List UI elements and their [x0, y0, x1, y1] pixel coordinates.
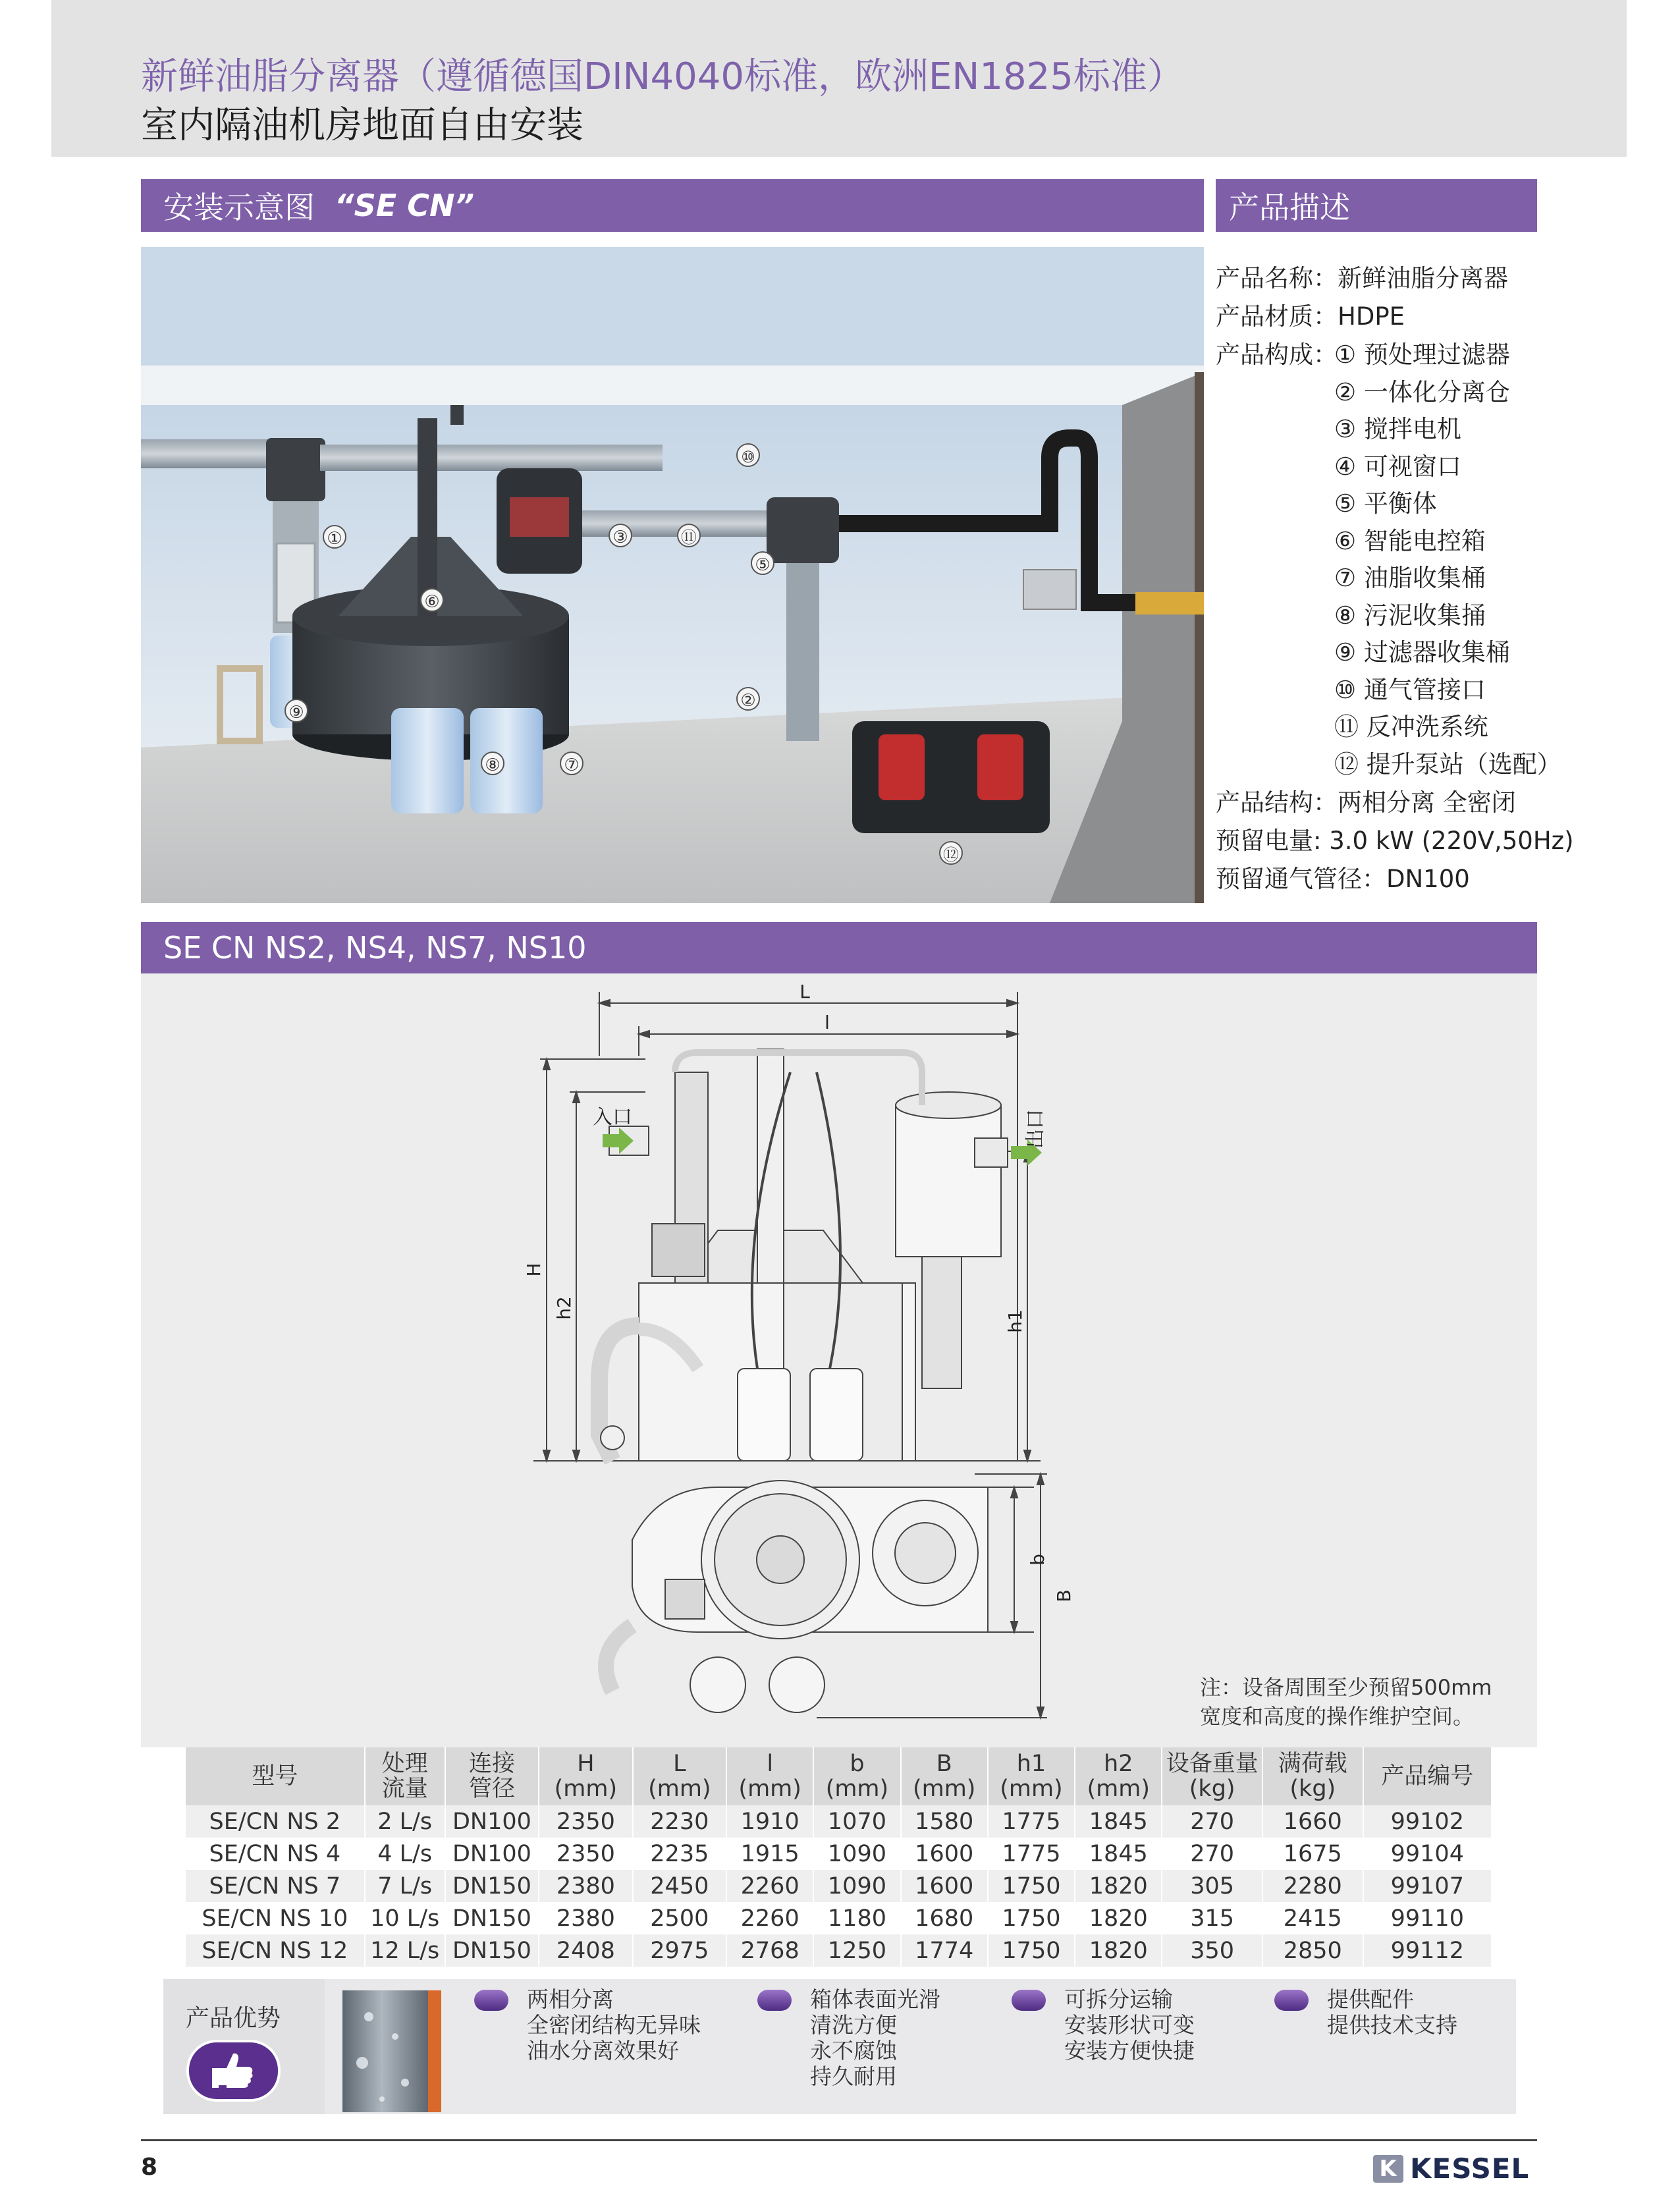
table-row: [186, 1934, 1492, 1967]
svg-text:⑦: ⑦: [564, 755, 580, 775]
table-cell: 1845: [1075, 1838, 1162, 1870]
outlet-label: 出口: [1024, 1109, 1047, 1149]
inlet-label: 入口: [593, 1106, 632, 1129]
install-section-header: [141, 179, 1204, 232]
advantage-item: 清洗方便: [810, 2012, 897, 2038]
table-cell: 7 L/s: [365, 1870, 445, 1902]
component-item: ⑨ 过滤器收集桶: [1334, 638, 1510, 667]
spec-header-cell: 处理 流量: [365, 1747, 445, 1805]
table-cell: 1774: [901, 1934, 988, 1967]
photo-label-3: [609, 524, 632, 547]
dim-b-label: b: [1027, 1554, 1048, 1566]
table-cell: 2 L/s: [365, 1805, 445, 1838]
dim-H-label: H: [523, 1263, 545, 1277]
photo-label-6: [421, 589, 443, 612]
table-cell: 2235: [633, 1838, 726, 1870]
bullet-pill-icon: [1012, 1990, 1046, 2011]
page-number: 8: [141, 2154, 158, 2181]
svg-text:⑫: ⑫: [943, 846, 959, 864]
photo-label-11: [678, 524, 700, 547]
photo-label-7: [560, 752, 583, 775]
model-section-header: [141, 922, 1537, 973]
svg-text:⑧: ⑧: [485, 755, 501, 775]
table-cell: SE/CN NS 12: [186, 1934, 365, 1967]
table-cell: 2280: [1262, 1870, 1363, 1902]
table-cell: 1910: [726, 1805, 813, 1838]
advantage-item: 提供配件: [1327, 1986, 1414, 2012]
svg-text:③: ③: [612, 528, 628, 547]
table-row: [186, 1870, 1492, 1902]
advantage-item: 永不腐蚀: [810, 2038, 897, 2063]
dim-l-label: l: [825, 1012, 830, 1033]
table-cell: SE/CN NS 7: [186, 1870, 365, 1902]
photo-label-8: [481, 752, 504, 775]
advantages-label: 产品优势: [186, 2005, 281, 2032]
product-name-row: 产品名称：新鲜油脂分离器: [1216, 264, 1508, 292]
component-item: ⑥ 智能电控箱: [1334, 526, 1486, 555]
component-item: ③ 搅拌电机: [1334, 415, 1461, 443]
advantage-item: 安装形状可变: [1064, 2012, 1195, 2038]
table-cell: 1675: [1262, 1838, 1363, 1870]
table-cell: 1775: [988, 1838, 1075, 1870]
table-cell: 2768: [726, 1934, 813, 1967]
table-cell: 1250: [813, 1934, 900, 1967]
table-cell: DN150: [445, 1934, 539, 1967]
spec-header-cell: b (mm): [813, 1747, 900, 1805]
table-cell: 2380: [539, 1902, 632, 1934]
svg-text:①: ①: [327, 529, 342, 549]
table-cell: 1820: [1075, 1934, 1162, 1967]
product-material-row: 产品材质：HDPE: [1216, 302, 1405, 331]
table-cell: 2260: [726, 1902, 813, 1934]
table-cell: 1090: [813, 1838, 900, 1870]
kessel-logo-icon: K: [1373, 2155, 1403, 2183]
spec-table: [186, 1747, 1492, 1967]
spec-header-cell: 满荷载 (kg): [1262, 1747, 1363, 1805]
photo-label-10: [737, 444, 759, 466]
spec-table-body: [186, 1805, 1492, 1967]
photo-label-5: [751, 552, 774, 575]
component-item: ④ 可视窗口: [1334, 452, 1461, 481]
table-cell: SE/CN NS 4: [186, 1838, 365, 1870]
svg-text:⑤: ⑤: [755, 555, 771, 575]
table-cell: 12 L/s: [365, 1934, 445, 1967]
table-cell: 1820: [1075, 1902, 1162, 1934]
table-cell: 99112: [1363, 1934, 1492, 1967]
bullet-pill-icon: [1274, 1990, 1309, 2011]
install-section-title: 安装示意图: [163, 190, 315, 225]
installation-illustration: [141, 247, 1204, 903]
table-cell: 2380: [539, 1870, 632, 1902]
bullet-pill-icon: [474, 1990, 508, 2011]
spec-header-cell: 设备重量 (kg): [1162, 1747, 1262, 1805]
spec-header-cell: 产品编号: [1363, 1747, 1492, 1805]
table-cell: DN150: [445, 1902, 539, 1934]
component-item: ⑪ 反冲洗系统: [1334, 713, 1488, 741]
product-vent-row: 预留通气管径：DN100: [1216, 865, 1470, 893]
table-cell: 4 L/s: [365, 1838, 445, 1870]
component-item: ⑩ 通气管接口: [1334, 675, 1486, 704]
table-cell: 1580: [901, 1805, 988, 1838]
table-cell: 1750: [988, 1870, 1075, 1902]
component-item: ⑦ 油脂收集桶: [1334, 564, 1486, 592]
table-cell: 1775: [988, 1805, 1075, 1838]
table-cell: 2350: [539, 1838, 632, 1870]
svg-text:②: ②: [740, 691, 756, 711]
spec-header-cell: 型号: [186, 1747, 365, 1805]
svg-text:⑪: ⑪: [681, 528, 697, 547]
table-row: [186, 1838, 1492, 1870]
dim-h1-label: h1: [1004, 1309, 1026, 1333]
model-section-title: SE CN NS2, NS4, NS7, NS10: [163, 930, 587, 966]
table-cell: 1600: [901, 1870, 988, 1902]
table-cell: 1750: [988, 1902, 1075, 1934]
table-cell: 1845: [1075, 1805, 1162, 1838]
dim-B-label: B: [1053, 1589, 1075, 1602]
advantage-item: 提供技术支持: [1327, 2012, 1457, 2038]
advantage-item: 两相分离: [527, 1986, 614, 2012]
thumbs-up-icon: [186, 2039, 281, 2102]
table-cell: 2260: [726, 1870, 813, 1902]
component-item: ① 预处理过滤器: [1334, 341, 1510, 369]
kessel-logo: [1373, 2152, 1529, 2185]
table-cell: 1820: [1075, 1870, 1162, 1902]
install-section-title-em: “SE CN”: [335, 188, 475, 223]
table-cell: 99110: [1363, 1902, 1492, 1934]
kessel-logo-text: KESSEL: [1410, 2152, 1530, 2185]
table-cell: DN100: [445, 1838, 539, 1870]
table-cell: 305: [1162, 1870, 1262, 1902]
wet-surface-image: [342, 1990, 441, 2112]
photo-label-12: [940, 842, 962, 864]
table-cell: 2408: [539, 1934, 632, 1967]
advantage-item: 安装方便快捷: [1064, 2038, 1195, 2063]
table-cell: SE/CN NS 2: [186, 1805, 365, 1838]
table-cell: 2450: [633, 1870, 726, 1902]
photo-label-2: [737, 688, 759, 711]
advantage-item: 箱体表面光滑: [810, 1986, 940, 2012]
product-section-title: 产品描述: [1229, 190, 1350, 225]
spec-header-cell: B (mm): [901, 1747, 988, 1805]
bullet-pill-icon: [757, 1990, 792, 2011]
spec-header-cell: l (mm): [726, 1747, 813, 1805]
table-row: [186, 1805, 1492, 1838]
table-cell: 1660: [1262, 1805, 1363, 1838]
spec-header-cell: H (mm): [539, 1747, 632, 1805]
table-cell: 1915: [726, 1838, 813, 1870]
table-cell: 99107: [1363, 1870, 1492, 1902]
table-cell: 1680: [901, 1902, 988, 1934]
svg-text:⑩: ⑩: [741, 448, 755, 466]
table-cell: 2500: [633, 1902, 726, 1934]
table-cell: SE/CN NS 10: [186, 1902, 365, 1934]
advantage-item: 可拆分运输: [1064, 1986, 1173, 2012]
svg-text:⑨: ⑨: [288, 703, 304, 723]
page-title: 新鲜油脂分离器（遵循德国DIN4040标准，欧洲EN1825标准）: [141, 55, 1184, 98]
table-cell: 1750: [988, 1934, 1075, 1967]
table-row: [186, 1902, 1492, 1934]
photo-label-9: [285, 699, 308, 723]
table-cell: 1070: [813, 1805, 900, 1838]
table-cell: 2350: [539, 1805, 632, 1838]
table-cell: 350: [1162, 1934, 1262, 1967]
product-structure-row: 产品结构：两相分离 全密闭: [1216, 788, 1516, 817]
photo-label-1: [323, 526, 346, 549]
table-cell: 1180: [813, 1902, 900, 1934]
svg-text:⑥: ⑥: [424, 592, 440, 612]
product-section-header: [1216, 179, 1537, 232]
installation-note: 注：设备周围至少预留500mm 宽度和高度的操作维护空间。: [1200, 1675, 1492, 1729]
table-cell: 2975: [633, 1934, 726, 1967]
spec-header-cell: 连接 管径: [445, 1747, 539, 1805]
footer-divider: [141, 2139, 1537, 2141]
table-cell: 270: [1162, 1838, 1262, 1870]
advantage-item: 油水分离效果好: [527, 2038, 679, 2063]
table-cell: 99104: [1363, 1838, 1492, 1870]
table-cell: 2850: [1262, 1934, 1363, 1967]
component-item: ⑧ 污泥收集捅: [1334, 601, 1486, 630]
component-item: ⑤ 平衡体: [1334, 489, 1437, 518]
table-cell: 10 L/s: [365, 1902, 445, 1934]
product-composition-label: 产品构成：: [1216, 341, 1338, 369]
advantage-item: 全密闭结构无异味: [527, 2012, 701, 2038]
product-power-row: 预留电量: 3.0 kW (220V,50Hz): [1216, 827, 1574, 855]
spec-table-header: [186, 1747, 1492, 1805]
page-subtitle: 室内隔油机房地面自由安装: [141, 104, 583, 147]
table-cell: 2230: [633, 1805, 726, 1838]
spec-header-cell: h2 (mm): [1075, 1747, 1162, 1805]
spec-header-cell: L (mm): [633, 1747, 726, 1805]
component-item: ② 一体化分离仓: [1334, 377, 1510, 406]
table-cell: 1600: [901, 1838, 988, 1870]
spec-header-cell: h1 (mm): [988, 1747, 1075, 1805]
table-cell: 2415: [1262, 1902, 1363, 1934]
table-cell: 270: [1162, 1805, 1262, 1838]
table-cell: 1090: [813, 1870, 900, 1902]
advantage-item: 持久耐用: [810, 2063, 897, 2089]
dim-h2-label: h2: [553, 1296, 575, 1320]
component-item: ⑫ 提升泵站（选配）: [1334, 750, 1561, 779]
table-cell: 315: [1162, 1902, 1262, 1934]
table-cell: 99102: [1363, 1805, 1492, 1838]
table-cell: DN100: [445, 1805, 539, 1838]
technical-drawing: [514, 973, 1093, 1741]
table-cell: DN150: [445, 1870, 539, 1902]
dim-L-label: L: [799, 981, 810, 1002]
